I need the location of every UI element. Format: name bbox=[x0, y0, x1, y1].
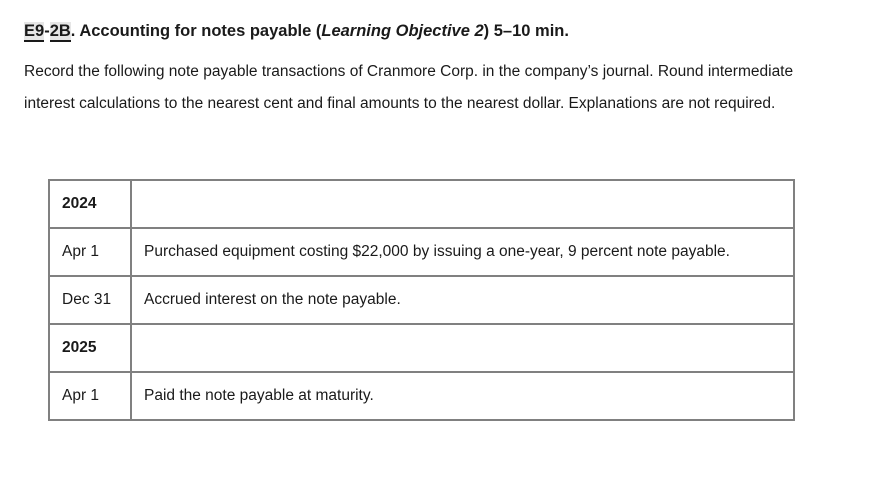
date-cell: Dec 31 bbox=[49, 276, 131, 324]
exercise-heading bbox=[24, 20, 569, 42]
date-cell: Apr 1 bbox=[49, 372, 131, 420]
exercise-code-prefix: E9 bbox=[24, 22, 45, 40]
year-cell: 2025 bbox=[49, 324, 131, 372]
table-row bbox=[49, 276, 794, 324]
instructions-paragraph: Record the following note payable transactions of Cranmore Corp. in the company’s journal. Round intermediate interest calculations to the nearest cent and final amounts to the nearest dollar. Explanations are not required. bbox=[24, 63, 794, 112]
date-cell: Apr 1 bbox=[49, 228, 131, 276]
learning-objective: Learning Objective 2 bbox=[321, 22, 484, 40]
description-cell: Paid the note payable at maturity. bbox=[131, 372, 794, 420]
table-row-year-2025 bbox=[49, 324, 794, 372]
empty-description-cell bbox=[131, 324, 794, 372]
description-cell: Accrued interest on the note payable. bbox=[131, 276, 794, 324]
exercise-code-suffix: 2B bbox=[49, 22, 71, 40]
exercise-title: . Accounting for notes payable ( bbox=[70, 22, 322, 40]
time-estimate: ) 5–10 min. bbox=[483, 22, 569, 40]
year-cell: 2024 bbox=[49, 180, 131, 228]
table-row bbox=[49, 228, 794, 276]
table-row bbox=[49, 372, 794, 420]
description-cell: Purchased equipment costing $22,000 by issuing a one-year, 9 percent note payable. bbox=[131, 228, 794, 276]
exercise-code-separator: - bbox=[44, 22, 50, 40]
empty-description-cell bbox=[131, 180, 794, 228]
table-row-year-2024 bbox=[49, 180, 794, 228]
transactions-table bbox=[48, 179, 795, 421]
